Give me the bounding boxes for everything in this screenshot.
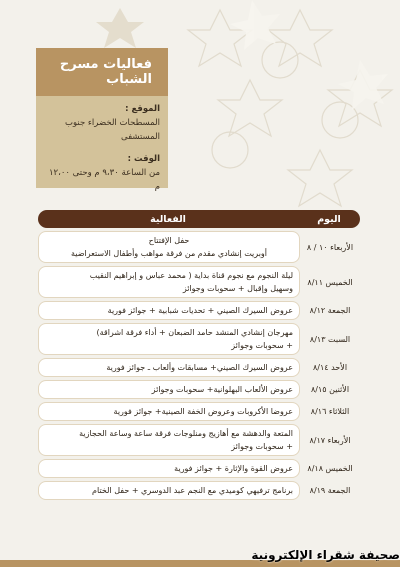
row-event — [38, 380, 300, 399]
time-label: الوقت : — [127, 154, 160, 164]
table-row — [38, 323, 360, 355]
table-row — [38, 231, 360, 263]
row-event — [38, 231, 300, 263]
row-event — [38, 358, 300, 377]
event-line: عروضا الأكروبات وعروض الخفة الصينية+ جوائز فورية — [113, 407, 293, 416]
table-body — [38, 231, 360, 500]
table-header — [38, 210, 360, 228]
row-event — [38, 459, 300, 478]
footer-logo-text: صحيفة شقراء الإلكترونية — [251, 548, 400, 562]
event-line: + سحوبات وجوائز — [231, 341, 293, 350]
event-line: المتعة والدهشة مع أهازيج ومنلوجات فرقة ساعة وساعة الحجازية — [79, 429, 293, 438]
event-line: وسهيل وإقبال + سحوبات وجوائز — [182, 284, 293, 293]
row-event — [38, 266, 300, 298]
row-event — [38, 323, 300, 355]
event-line: أوبريت إنشادي مقدم من فرقة مواهب وأطفال الاستعراضية — [70, 249, 268, 258]
row-day: الجمعة ٨/١٢ — [309, 306, 351, 315]
row-event — [38, 481, 300, 500]
table-row — [38, 481, 360, 500]
row-day: الأثنين ٨/١٥ — [310, 385, 350, 394]
row-day: الخميس ٨/١٨ — [307, 464, 353, 473]
event-line: عروض السيرك الصيني + تحديات شبابية + جوائز فورية — [107, 306, 293, 315]
row-day: الأحد ٨/١٤ — [312, 363, 348, 372]
event-line: عروض القوة والإثارة + جوائز فورية — [174, 464, 293, 473]
info-box — [36, 96, 168, 192]
event-line: مهرجان إنشادي المنشد حامد الضبعان + أداء فرقة اشراقة) — [96, 328, 293, 337]
row-day: الثلاثاء ٨/١٦ — [310, 407, 350, 416]
row-event — [38, 402, 300, 421]
row-day: الجمعة ٨/١٩ — [309, 486, 351, 495]
title-banner — [36, 48, 168, 96]
row-day: الخميس ٨/١١ — [307, 277, 353, 287]
header-day: اليوم — [317, 213, 341, 225]
event-line: + سحوبات وجوائز — [231, 442, 293, 451]
row-day: الأربعاء ١٠ / ٨ — [306, 242, 354, 252]
event-line: عروض الألعاب البهلوانية+ سحوبات وجوائز — [151, 385, 293, 394]
page-title: فعاليات مسرح الشباب — [59, 57, 152, 87]
table-row — [38, 424, 360, 456]
table-row — [38, 358, 360, 377]
event-line: حفل الإفتتاح — [148, 236, 190, 245]
row-day: الأربعاء ٨/١٧ — [309, 435, 351, 445]
table-row — [38, 402, 360, 421]
row-event — [38, 301, 300, 320]
location-value: المسطحات الخضراء جنوب المستشفى — [65, 118, 160, 142]
row-event — [38, 424, 300, 456]
row-day: السبت ٨/١٣ — [309, 334, 351, 344]
table-row — [38, 301, 360, 320]
event-line: عروض السيرك الصيني+ مسابقات وألعاب ـ جوائز فورية — [106, 363, 293, 372]
header-event: الفعالية — [150, 213, 186, 225]
table-row — [38, 380, 360, 399]
event-line: ليلة النجوم مع نجوم قناة بداية ( محمد عباس و إبراهيم النقيب — [89, 271, 293, 280]
location-label: الموقع : — [125, 104, 160, 114]
event-line: برنامج ترفيهي كوميدي مع النجم عبد الدوسري + حفل الختام — [92, 486, 293, 495]
table-row — [38, 459, 360, 478]
events-table — [38, 210, 360, 500]
time-value: من الساعة ٩،٣٠ م وحتى ١٢،٠٠ م — [48, 168, 160, 192]
table-row — [38, 266, 360, 298]
